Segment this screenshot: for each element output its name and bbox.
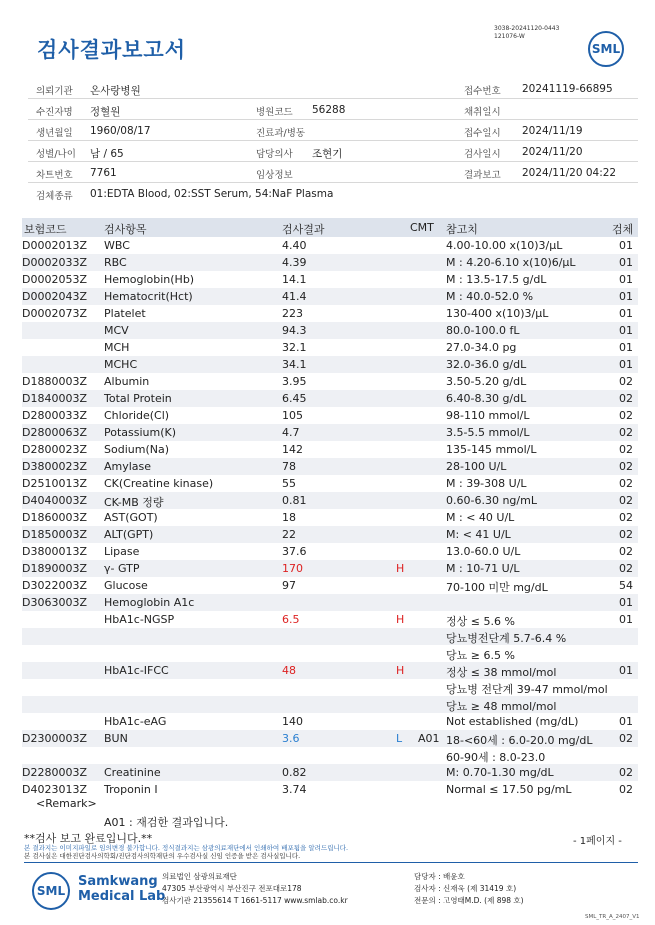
table-row bbox=[22, 747, 638, 764]
row-name: Lipase bbox=[104, 545, 140, 558]
row-spec: 01 bbox=[619, 341, 633, 354]
row-result: 78 bbox=[282, 460, 296, 473]
notice-accreditation: 본 검사실은 대한진단검사의학회/진단검사의학재단의 우수검사실 신임 인증을 받은 검사실입니다. bbox=[24, 852, 301, 860]
row-spec: 01 bbox=[619, 324, 633, 337]
report-date-value: 2024/11/20 04:22 bbox=[522, 167, 617, 179]
notice-image-file: 본 결과지는 이미지파일로 임의변경 불가합니다. 정식결과지는 삼광의료재단에서 인쇄하여 배포됨을 알려드립니다. bbox=[24, 844, 349, 852]
row-spec: 02 bbox=[619, 562, 633, 575]
row-name: CK(Creatine kinase) bbox=[104, 477, 214, 490]
row-code: D3800023Z bbox=[22, 460, 87, 473]
row-result: 3.6 bbox=[282, 732, 300, 745]
row-ref: 3.5-5.5 mmol/L bbox=[446, 426, 530, 439]
row-name: MCH bbox=[104, 341, 130, 354]
row-spec: 02 bbox=[619, 392, 633, 405]
table-row bbox=[22, 492, 638, 509]
table-row bbox=[22, 543, 638, 560]
footer-street: 47305 부산광역시 부산진구 전포대로178 bbox=[162, 884, 302, 893]
row-result: 0.81 bbox=[282, 494, 307, 507]
table-row bbox=[22, 662, 638, 679]
footer-address bbox=[162, 871, 348, 907]
staff-tester: 검사자 : 신재욱 (제 31419 호) bbox=[414, 884, 517, 893]
table-row bbox=[22, 322, 638, 339]
row-flag: H bbox=[396, 664, 405, 677]
row-result: 18 bbox=[282, 511, 296, 524]
doctor-value: 조현기 bbox=[312, 148, 343, 160]
row-result: 105 bbox=[282, 409, 303, 422]
row-name: MCHC bbox=[104, 358, 138, 371]
row-name: Chloride(Cl) bbox=[104, 409, 170, 422]
row-spec: 02 bbox=[619, 409, 633, 422]
table-row bbox=[22, 424, 638, 441]
col-ref: 참고치 bbox=[446, 223, 478, 236]
table-row bbox=[22, 407, 638, 424]
col-result: 검사결과 bbox=[282, 223, 325, 236]
row-name: Total Protein bbox=[104, 392, 172, 405]
row-result: 142 bbox=[282, 443, 303, 456]
table-row bbox=[22, 339, 638, 356]
row-spec: 02 bbox=[619, 545, 633, 558]
row-code: D1860003Z bbox=[22, 511, 87, 524]
row-code: D3063003Z bbox=[22, 596, 87, 609]
doctor-label: 담당의사 bbox=[256, 149, 293, 160]
row-code: D1850003Z bbox=[22, 528, 87, 541]
table-row bbox=[22, 254, 638, 271]
row-name: AST(GOT) bbox=[104, 511, 158, 524]
row-ref: 0.60-6.30 ng/mL bbox=[446, 494, 537, 507]
row-ref: M : 13.5-17.5 g/dL bbox=[446, 273, 547, 286]
col-cmt: CMT bbox=[410, 221, 434, 234]
footer-brand bbox=[78, 874, 165, 904]
page-title: 검사결과보고서 bbox=[37, 38, 187, 62]
row-ref: 27.0-34.0 pg bbox=[446, 341, 517, 354]
hospital-code-value: 56288 bbox=[312, 104, 346, 116]
row-ref: 32.0-36.0 g/dL bbox=[446, 358, 527, 371]
row-code: D2510013Z bbox=[22, 477, 87, 490]
row-spec: 01 bbox=[619, 307, 633, 320]
header-row-2 bbox=[28, 99, 638, 120]
row-ref: 13.0-60.0 U/L bbox=[446, 545, 521, 558]
table-row bbox=[22, 475, 638, 492]
table-row bbox=[22, 679, 638, 696]
row-ref: 당뇨병전단계 5.7-6.4 % bbox=[446, 632, 567, 645]
row-ref: M : 40.0-52.0 % bbox=[446, 290, 534, 303]
row-result: 97 bbox=[282, 579, 296, 592]
footer-org: 의료법인 삼광의료재단 bbox=[162, 872, 237, 881]
brand-line1: Samkwang bbox=[78, 874, 158, 889]
row-ref: 정상 ≤ 5.6 % bbox=[446, 615, 515, 628]
row-ref: 당뇨 ≥ 6.5 % bbox=[446, 649, 515, 662]
row-code: D0002013Z bbox=[22, 239, 87, 252]
row-ref: M: < 41 U/L bbox=[446, 528, 511, 541]
row-code: D1840003Z bbox=[22, 392, 87, 405]
row-ref: 28-100 U/L bbox=[446, 460, 507, 473]
staff-manager: 담당자 : 배윤호 bbox=[414, 872, 465, 881]
footer-sml-logo-icon: SML bbox=[32, 872, 70, 910]
table-row bbox=[22, 373, 638, 390]
specimen-value: 01:EDTA Blood, 02:SST Serum, 54:NaF Plasma bbox=[90, 188, 334, 200]
footer-contact: 검사기관 21355614 T 1661-5117 www.smlab.co.kr bbox=[162, 896, 348, 905]
receipt-no-label: 접수번호 bbox=[464, 86, 501, 97]
remark-body: A01 : 재검한 결과입니다. bbox=[104, 816, 229, 829]
header-row-5 bbox=[28, 162, 638, 183]
brand-line2: Medical Lab bbox=[78, 889, 166, 904]
row-code: D2800033Z bbox=[22, 409, 87, 422]
row-name: Troponin I bbox=[104, 783, 158, 796]
receipt-no-value: 20241119-66895 bbox=[522, 83, 613, 95]
row-ref: 130-400 x(10)3/μL bbox=[446, 307, 549, 320]
row-ref: 70-100 미만 mg/dL bbox=[446, 581, 548, 594]
table-row bbox=[22, 781, 638, 798]
row-result: 4.7 bbox=[282, 426, 300, 439]
row-result: 32.1 bbox=[282, 341, 307, 354]
chart-no-value: 7761 bbox=[90, 167, 117, 179]
row-result: 6.45 bbox=[282, 392, 307, 405]
row-result: 6.5 bbox=[282, 613, 300, 626]
header-row-4 bbox=[28, 141, 638, 162]
row-code: D3800013Z bbox=[22, 545, 87, 558]
row-name: Hemoglobin(Hb) bbox=[104, 273, 195, 286]
row-code: D0002053Z bbox=[22, 273, 87, 286]
header-row-1 bbox=[28, 78, 638, 99]
row-spec: 01 bbox=[619, 715, 633, 728]
row-ref: 4.00-10.00 x(10)3/μL bbox=[446, 239, 563, 252]
row-result: 37.6 bbox=[282, 545, 307, 558]
row-spec: 01 bbox=[619, 613, 633, 626]
staff-specialist: 전문의 : 고영태M.D. (제 898 호) bbox=[414, 896, 524, 905]
table-row bbox=[22, 458, 638, 475]
row-name: BUN bbox=[104, 732, 128, 745]
row-spec: 01 bbox=[619, 664, 633, 677]
birth-value: 1960/08/17 bbox=[90, 125, 151, 137]
institution-label: 의뢰기관 bbox=[36, 86, 73, 97]
row-result: 4.39 bbox=[282, 256, 307, 269]
table-row bbox=[22, 356, 638, 373]
row-code: D1890003Z bbox=[22, 562, 87, 575]
row-spec: 02 bbox=[619, 477, 633, 490]
row-flag: H bbox=[396, 562, 405, 575]
row-result: 55 bbox=[282, 477, 296, 490]
page-indicator: - 1페이지 - bbox=[573, 836, 622, 847]
row-ref: Normal ≤ 17.50 pg/mL bbox=[446, 783, 572, 796]
table-row bbox=[22, 713, 638, 730]
row-code: D3022003Z bbox=[22, 579, 87, 592]
row-name: Hematocrit(Hct) bbox=[104, 290, 193, 303]
row-name: HbA1c-NGSP bbox=[104, 613, 175, 626]
row-ref: M : 39-308 U/L bbox=[446, 477, 527, 490]
row-ref: 60-90세 : 8.0-23.0 bbox=[446, 751, 546, 764]
specimen-label: 검체종류 bbox=[36, 191, 73, 202]
table-row bbox=[22, 526, 638, 543]
row-result: 223 bbox=[282, 307, 303, 320]
row-spec: 01 bbox=[619, 596, 633, 609]
collect-date-label: 채취일시 bbox=[464, 107, 501, 118]
row-result: 34.1 bbox=[282, 358, 307, 371]
row-result: 0.82 bbox=[282, 766, 307, 779]
row-spec: 01 bbox=[619, 256, 633, 269]
row-spec: 01 bbox=[619, 290, 633, 303]
birth-label: 생년월일 bbox=[36, 128, 73, 139]
table-row bbox=[22, 645, 638, 662]
receipt-date-label: 접수일시 bbox=[464, 128, 501, 139]
row-name: Albumin bbox=[104, 375, 150, 388]
row-code: D0002043Z bbox=[22, 290, 87, 303]
table-row bbox=[22, 764, 638, 781]
table-row bbox=[22, 560, 638, 577]
test-date-value: 2024/11/20 bbox=[522, 146, 583, 158]
col-spec: 검체 bbox=[612, 223, 634, 236]
form-code: SML_TR_A_2407_V1 bbox=[585, 914, 640, 920]
sml-logo-icon: SML bbox=[588, 31, 624, 67]
patient-label: 수진자명 bbox=[36, 107, 73, 118]
row-code: D2300003Z bbox=[22, 732, 87, 745]
row-name: Sodium(Na) bbox=[104, 443, 169, 456]
footer-staff bbox=[414, 871, 524, 907]
table-row bbox=[22, 271, 638, 288]
chart-no-label: 차트번호 bbox=[36, 170, 73, 181]
row-result: 140 bbox=[282, 715, 303, 728]
footer-divider bbox=[24, 862, 638, 863]
row-result: 41.4 bbox=[282, 290, 307, 303]
dept-label: 진료과/병동 bbox=[256, 128, 306, 139]
report-complete: **검사 보고 완료입니다.** bbox=[24, 832, 153, 845]
row-ref: 18-<60세 : 6.0-20.0 mg/dL bbox=[446, 734, 593, 747]
row-code: D2800023Z bbox=[22, 443, 87, 456]
row-code: D4040003Z bbox=[22, 494, 87, 507]
row-ref: 3.50-5.20 g/dL bbox=[446, 375, 527, 388]
row-spec: 01 bbox=[619, 358, 633, 371]
row-ref: 135-145 mmol/L bbox=[446, 443, 537, 456]
row-spec: 02 bbox=[619, 426, 633, 439]
row-name: Hemoglobin A1c bbox=[104, 596, 195, 609]
row-ref: 98-110 mmol/L bbox=[446, 409, 530, 422]
row-flag: H bbox=[396, 613, 405, 626]
row-spec: 01 bbox=[619, 239, 633, 252]
row-code: D0002073Z bbox=[22, 307, 87, 320]
table-row bbox=[22, 611, 638, 628]
row-code: D1880003Z bbox=[22, 375, 87, 388]
row-ref: M : 4.20-6.10 x(10)6/μL bbox=[446, 256, 576, 269]
row-name: HbA1c-eAG bbox=[104, 715, 167, 728]
row-spec: 02 bbox=[619, 528, 633, 541]
clinical-info-label: 임상정보 bbox=[256, 170, 293, 181]
document-id bbox=[494, 25, 559, 41]
row-name: Glucose bbox=[104, 579, 148, 592]
row-result: 94.3 bbox=[282, 324, 307, 337]
row-name: RBC bbox=[104, 256, 127, 269]
row-spec: 02 bbox=[619, 511, 633, 524]
row-spec: 02 bbox=[619, 766, 633, 779]
remark-label: <Remark> bbox=[36, 797, 97, 810]
row-name: Potassium(K) bbox=[104, 426, 177, 439]
row-result: 3.95 bbox=[282, 375, 307, 388]
row-ref: 당뇨 ≥ 48 mmol/mol bbox=[446, 700, 557, 713]
table-row bbox=[22, 577, 638, 594]
row-ref: 6.40-8.30 g/dL bbox=[446, 392, 527, 405]
row-code: D4023013Z bbox=[22, 783, 87, 796]
row-result: 48 bbox=[282, 664, 296, 677]
row-name: ALT(GPT) bbox=[104, 528, 154, 541]
row-ref: 80.0-100.0 fL bbox=[446, 324, 520, 337]
row-name: Platelet bbox=[104, 307, 146, 320]
row-ref: M: 0.70-1.30 mg/dL bbox=[446, 766, 554, 779]
row-name: Amylase bbox=[104, 460, 152, 473]
col-code: 보험코드 bbox=[24, 223, 67, 236]
row-result: 170 bbox=[282, 562, 303, 575]
row-code: D0002033Z bbox=[22, 256, 87, 269]
table-row bbox=[22, 390, 638, 407]
row-cmt: A01 bbox=[418, 732, 440, 745]
sex-age-label: 성별/나이 bbox=[36, 149, 76, 160]
row-spec: 02 bbox=[619, 494, 633, 507]
row-spec: 01 bbox=[619, 273, 633, 286]
row-ref: M : < 40 U/L bbox=[446, 511, 515, 524]
header-row-3 bbox=[28, 120, 638, 141]
row-result: 4.40 bbox=[282, 239, 307, 252]
row-result: 14.1 bbox=[282, 273, 307, 286]
table-row bbox=[22, 628, 638, 645]
table-row bbox=[22, 237, 638, 254]
header-row-6 bbox=[28, 183, 638, 204]
row-code: D2800063Z bbox=[22, 426, 87, 439]
row-spec: 54 bbox=[619, 579, 633, 592]
row-result: 22 bbox=[282, 528, 296, 541]
row-flag: L bbox=[396, 732, 403, 745]
row-name: Creatinine bbox=[104, 766, 161, 779]
row-ref: Not established (mg/dL) bbox=[446, 715, 579, 728]
row-ref: 당뇨병 전단계 39-47 mmol/mol bbox=[446, 683, 608, 696]
institution-value: 온사랑병원 bbox=[90, 85, 141, 97]
row-spec: 02 bbox=[619, 443, 633, 456]
row-name: WBC bbox=[104, 239, 130, 252]
hospital-code-label: 병원코드 bbox=[256, 107, 293, 118]
table-row bbox=[22, 594, 638, 611]
table-row bbox=[22, 696, 638, 713]
table-row bbox=[22, 288, 638, 305]
document-id-line1: 3038-20241120-0443 bbox=[494, 25, 560, 32]
patient-value: 정혈원 bbox=[90, 106, 121, 118]
row-name: MCV bbox=[104, 324, 129, 337]
report-date-label: 결과보고 bbox=[464, 170, 501, 181]
row-spec: 02 bbox=[619, 732, 633, 745]
row-result: 3.74 bbox=[282, 783, 307, 796]
row-name: γ- GTP bbox=[104, 562, 140, 575]
table-row bbox=[22, 305, 638, 322]
row-spec: 02 bbox=[619, 460, 633, 473]
results-table-header bbox=[22, 218, 638, 237]
row-spec: 02 bbox=[619, 375, 633, 388]
table-row bbox=[22, 730, 638, 747]
test-date-label: 검사일시 bbox=[464, 149, 501, 160]
row-name: CK-MB 정량 bbox=[104, 496, 164, 509]
row-code: D2280003Z bbox=[22, 766, 87, 779]
row-ref: 정상 ≤ 38 mmol/mol bbox=[446, 666, 557, 679]
receipt-date-value: 2024/11/19 bbox=[522, 125, 583, 137]
row-ref: M : 10-71 U/L bbox=[446, 562, 520, 575]
col-name: 검사항목 bbox=[104, 223, 147, 236]
document-id-line2: 121076-W bbox=[494, 33, 525, 40]
row-spec: 02 bbox=[619, 783, 633, 796]
table-row bbox=[22, 509, 638, 526]
table-row bbox=[22, 441, 638, 458]
row-name: HbA1c-IFCC bbox=[104, 664, 169, 677]
sex-age-value: 남 / 65 bbox=[90, 148, 124, 160]
